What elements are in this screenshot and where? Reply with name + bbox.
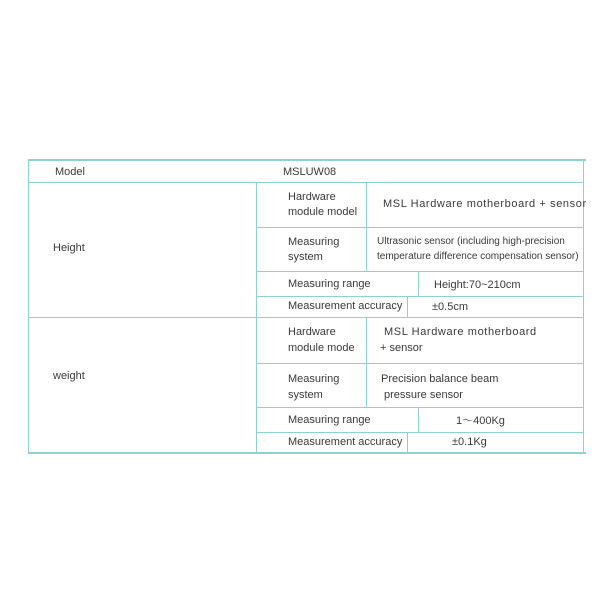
row-divider: [28, 317, 584, 318]
weight-hardware-value: MSL Hardware motherboard: [384, 326, 537, 338]
column-divider: [407, 296, 408, 317]
weight-measuring-system-label: Measuring: [288, 373, 340, 385]
column-divider: [418, 271, 419, 296]
height-accuracy-value: ±0.5cm: [432, 301, 468, 313]
weight-accuracy-value: ±0.1Kg: [452, 436, 487, 448]
row-divider: [256, 363, 584, 364]
weight-measuring-system-value: Precision balance beam: [381, 373, 499, 385]
row-divider: [256, 432, 584, 433]
weight-measuring-system-value: pressure sensor: [384, 389, 463, 401]
row-divider: [256, 271, 584, 272]
height-range-value: Height:70~210cm: [434, 279, 521, 291]
column-divider: [366, 182, 367, 227]
height-measuring-system-label: Measuring: [288, 236, 340, 248]
row-divider: [256, 227, 584, 228]
height-hardware-label: Hardware: [288, 191, 336, 203]
height-accuracy-label: Measurement accuracy: [288, 300, 403, 312]
row-divider: [256, 296, 584, 297]
model-value: MSLUW08: [283, 166, 337, 178]
weight-label: weight: [53, 370, 85, 382]
weight-accuracy-label: Measurement accuracy: [288, 436, 403, 448]
weight-range-value: 1～400Kg: [456, 415, 505, 427]
column-divider: [28, 161, 29, 452]
height-measuring-system-label: system: [288, 251, 323, 263]
height-label: Height: [53, 242, 85, 254]
weight-hardware-value: + sensor: [380, 342, 423, 354]
height-hardware-value: MSL Hardware motherboard + sensor: [383, 198, 587, 210]
column-divider: [256, 182, 257, 452]
row-divider: [256, 407, 584, 408]
column-divider: [366, 227, 367, 271]
height-measuring-system-value: Ultrasonic sensor (including high-precision: [377, 236, 565, 247]
weight-measuring-system-label: system: [288, 389, 323, 401]
column-divider: [366, 363, 367, 407]
column-divider: [418, 407, 419, 432]
column-divider: [407, 432, 408, 452]
height-hardware-label: module model: [288, 206, 358, 218]
row-divider: [28, 182, 584, 183]
spec-table: [28, 159, 586, 454]
model-label: Model: [55, 166, 85, 178]
weight-range-label: Measuring range: [288, 414, 371, 426]
column-divider: [366, 317, 367, 363]
height-measuring-system-value: temperature difference compensation sensor): [377, 251, 579, 262]
weight-hardware-label: module mode: [288, 342, 355, 354]
height-range-label: Measuring range: [288, 278, 371, 290]
weight-hardware-label: Hardware: [288, 326, 336, 338]
